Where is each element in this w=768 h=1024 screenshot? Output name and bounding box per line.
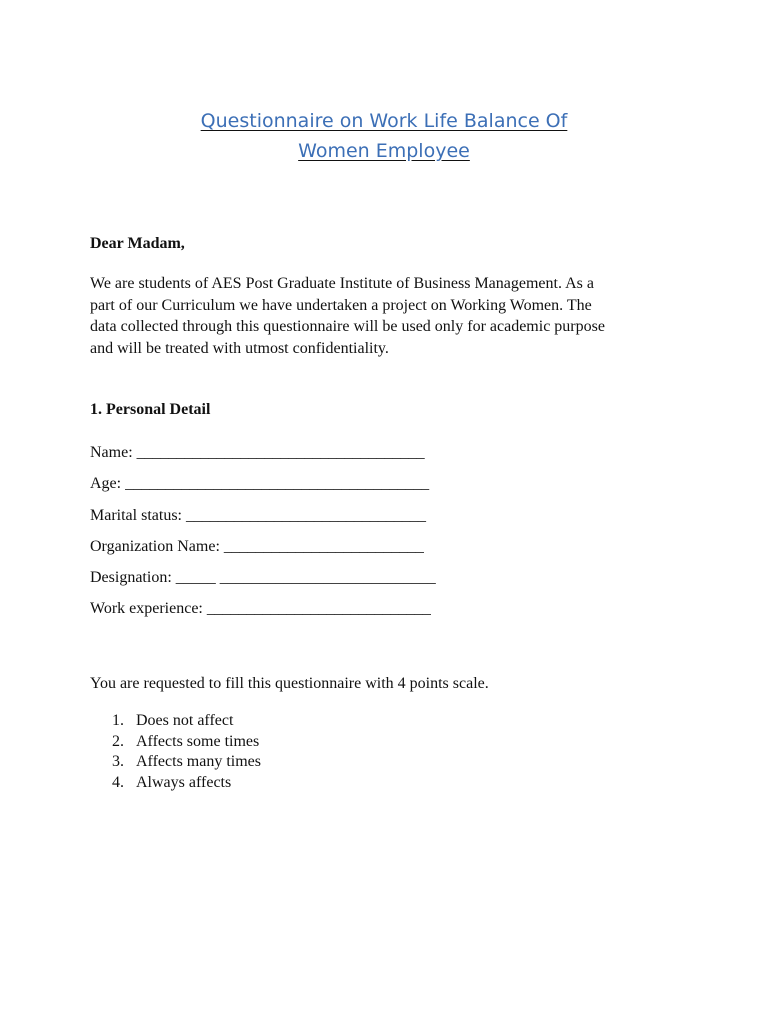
title-line-2: Women Employee <box>298 140 470 162</box>
field-work-experience[interactable]: Work experience: ____________________________ <box>90 600 431 617</box>
scale-item-label: Does not affect <box>136 712 234 729</box>
intro-line: data collected through this questionnaire will be used only for academic purpose <box>90 318 605 335</box>
scale-item-number: 4. <box>112 774 124 792</box>
scale-item <box>112 773 261 794</box>
scale-item <box>112 711 261 732</box>
scale-item-label: Affects many times <box>136 753 262 771</box>
field-designation[interactable]: Designation: _____ ___________________________ <box>90 569 436 586</box>
salutation: Dear Madam, <box>90 235 185 252</box>
scale-item-label: Affects some times <box>136 732 260 750</box>
field-marital-status[interactable]: Marital status: ______________________________ <box>90 507 426 524</box>
field-age[interactable]: Age: ______________________________________ <box>90 475 430 492</box>
intro-paragraph <box>90 273 690 359</box>
scale-item-number: 2. <box>112 732 124 750</box>
intro-line: part of our Curriculum we have undertaken a project on Working Women. The <box>90 296 592 314</box>
intro-line: We are students of AES Post Graduate Institute of Business Management. As a <box>90 275 594 292</box>
title-line-1: Questionnaire on Work Life Balance Of <box>200 110 568 132</box>
intro-line: and will be treated with utmost confidentiality. <box>90 339 389 357</box>
scale-item <box>112 732 261 753</box>
scale-item-number: 1. <box>112 712 124 729</box>
field-name[interactable]: Name: ____________________________________ <box>90 444 425 461</box>
scale-item-label: Always affects <box>136 774 232 792</box>
document-title <box>0 106 768 166</box>
field-organization-name[interactable]: Organization Name: _________________________ <box>90 538 424 555</box>
scale-list <box>112 711 261 794</box>
scale-item-number: 3. <box>112 753 124 771</box>
scale-item <box>112 752 261 773</box>
scale-instruction: You are requested to fill this questionnaire with 4 points scale. <box>90 675 489 692</box>
section-heading-personal-detail: 1. Personal Detail <box>90 401 211 418</box>
